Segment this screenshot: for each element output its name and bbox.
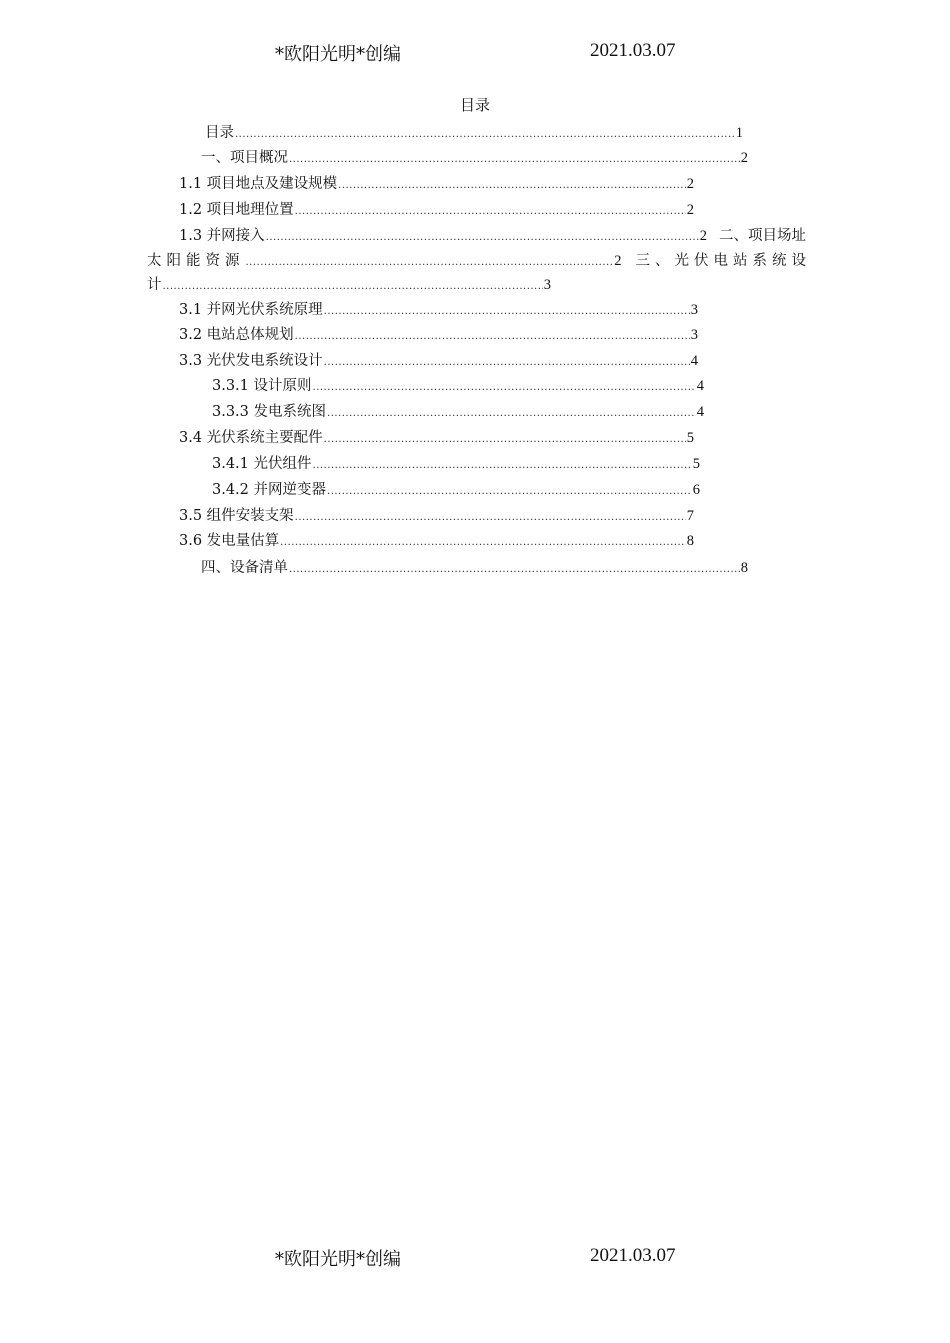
toc-entry[interactable] (179, 531, 694, 551)
toc-entry[interactable] (212, 480, 700, 500)
toc-entry[interactable] (212, 376, 704, 396)
toc-entry-page: 3 (690, 327, 698, 343)
toc-entry-text: 3.2 电站总体规划 (179, 327, 294, 343)
toc-leader-dots (313, 378, 696, 398)
toc-leader-dots (338, 176, 686, 196)
toc-leader-dots (280, 533, 686, 553)
toc-entry-page: 2 (614, 253, 622, 269)
toc-entry-page: 3 (690, 302, 698, 318)
toc-leader-dots (327, 404, 696, 424)
toc-entry[interactable] (205, 123, 743, 143)
toc-entry-page: 8 (686, 533, 694, 549)
footer-date: 2021.03.07 (590, 1245, 676, 1266)
toc-leader-dots (295, 327, 690, 347)
toc-entry-text: 3.3.1 设计原则 (212, 378, 312, 394)
toc-entry-page: 5 (686, 430, 694, 446)
toc-entry-page: 3 (543, 277, 551, 293)
toc-entry-page: 7 (686, 508, 694, 524)
toc-title: 目录 (459, 96, 490, 114)
toc-entry-text: 计 (147, 277, 162, 293)
toc-entry-text: 3.1 并网光伏系统原理 (179, 302, 323, 318)
toc-entry-continuation: 二、项目场址 (719, 228, 806, 244)
toc-entry[interactable] (179, 506, 694, 526)
toc-entry-page: 2 (699, 228, 707, 244)
toc-leader-dots (327, 482, 692, 502)
toc-entry-text: 3.4 光伏系统主要配件 (179, 430, 323, 446)
toc-leader-dots (295, 508, 686, 528)
toc-entry-page: 2 (740, 150, 748, 166)
toc-leader-dots (235, 125, 735, 145)
toc-entry-text: 3.4.2 并网逆变器 (212, 482, 327, 498)
header-date: 2021.03.07 (590, 40, 676, 61)
toc-entry[interactable] (179, 325, 698, 345)
toc-entry[interactable] (147, 251, 811, 271)
toc-leader-dots (313, 456, 692, 476)
toc-entry[interactable] (212, 454, 700, 474)
toc-entry-page: 5 (692, 456, 700, 472)
toc-leader-dots (266, 228, 699, 248)
toc-entry[interactable] (201, 558, 748, 578)
toc-leader-dots (324, 430, 686, 450)
toc-entry-text: 1.1 项目地点及建设规模 (179, 176, 338, 192)
toc-leader-dots (324, 353, 690, 373)
toc-entry-text: 1.2 项目地理位置 (179, 202, 294, 218)
toc-leader-dots (289, 150, 740, 170)
page-header (0, 40, 950, 66)
toc-entry-text: 3.3.3 发电系统图 (212, 404, 327, 420)
toc-entry[interactable] (179, 351, 698, 371)
page-footer (0, 1245, 950, 1271)
toc-leader-dots (324, 302, 690, 322)
toc-entry[interactable] (179, 300, 698, 320)
toc-entry-text: 3.3 光伏发电系统设计 (179, 353, 323, 369)
toc-entry-page: 4 (696, 378, 704, 394)
toc-entry[interactable] (147, 275, 551, 295)
toc-entry-text: 四、设备清单 (201, 560, 288, 576)
toc-entry-page: 1 (735, 125, 743, 141)
header-author: *欧阳光明*创编 (275, 44, 401, 65)
toc-entry-text: 3.6 发电量估算 (179, 533, 280, 549)
toc-entry[interactable] (212, 402, 704, 422)
toc-entry-text: 1.3 并网接入 (179, 228, 265, 244)
toc-entry-page: 6 (692, 482, 700, 498)
toc-entry-page: 4 (696, 404, 704, 420)
toc-entry[interactable] (179, 226, 806, 246)
toc-entry-text: 一、项目概况 (201, 150, 288, 166)
toc-leader-dots (246, 253, 614, 273)
toc-entry[interactable] (201, 148, 748, 168)
toc-entry-page: 4 (690, 353, 698, 369)
toc-entry-page: 8 (740, 560, 748, 576)
footer-author: *欧阳光明*创编 (275, 1249, 401, 1270)
toc-entry-text: 3.5 组件安装支架 (179, 508, 294, 524)
toc-entry-text: 3.4.1 光伏组件 (212, 456, 312, 472)
toc-leader-dots (295, 202, 686, 222)
toc-entry[interactable] (179, 200, 694, 220)
toc-entry-continuation: 三、光伏电站系统设 (635, 253, 811, 269)
toc-entry-text: 太阳能资源 (147, 253, 245, 269)
toc-leader-dots (289, 560, 740, 580)
toc-entry-page: 2 (686, 202, 694, 218)
toc-leader-dots (163, 277, 543, 297)
toc-entry[interactable] (179, 174, 694, 194)
toc-entry[interactable] (179, 428, 694, 448)
toc-entry-page: 2 (686, 176, 694, 192)
toc-entry-text: 目录 (205, 125, 234, 141)
